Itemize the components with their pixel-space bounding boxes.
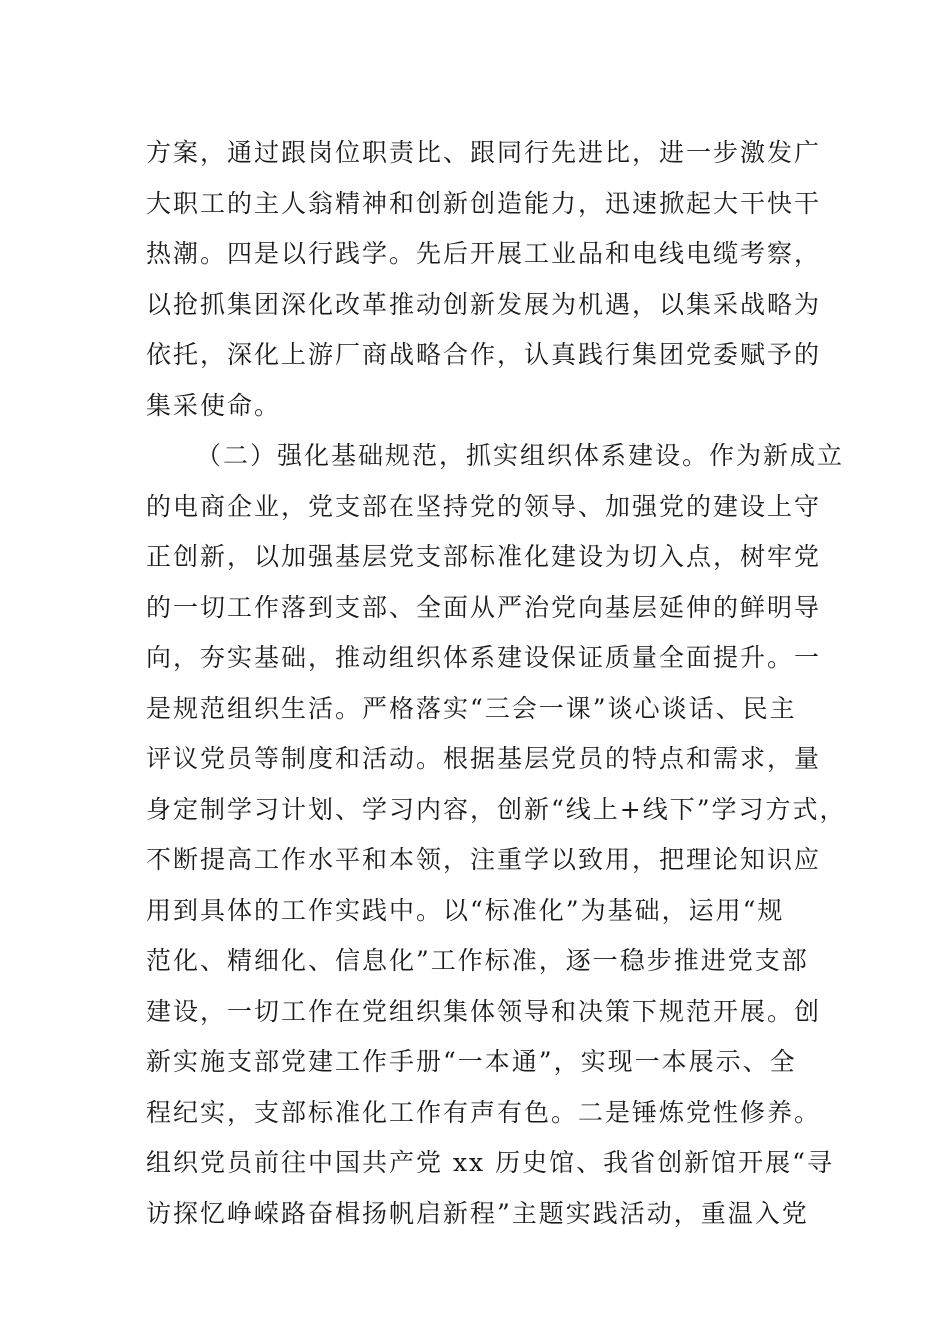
text-line-20: 程纪实，支部标准化工作有声有色。二是锤炼党性修养。 [146,1097,822,1127]
body-text [146,128,847,1239]
text-line-8: 的电商企业，党支部在坚持党的领导、加强党的建设上守 [146,491,822,521]
text-line-17: 范化、精细化、信息化”工作标准，逐一稳步推进党支部 [146,946,809,975]
text-line-11: 向，夯实基础，推动组织体系建设保证质量全面提升。一 [146,643,822,672]
text-line-5: 依托，深化上游厂商战略合作，认真践行集团党委赋予的 [146,340,822,369]
text-line-22: 访探忆峥嵘路奋楫扬帆启新程”主题实践活动，重温入党 [146,1198,809,1228]
text-line-10: 的一切工作落到支部、全面从严治党向基层延伸的鲜明导 [146,592,822,622]
section-heading-line: （二）强化基础规范，抓实组织体系建设。作为新成立 [196,441,845,470]
text-line-9: 正创新，以加强基层党支部标准化建设为切入点，树牢党 [146,542,822,571]
text-line-16: 用到具体的工作实践中。以“标准化”为基础，运用“规 [146,895,785,925]
text-line-3: 热潮。四是以行践学。先后开展工业品和电线电缆考察， [146,239,822,268]
text-line-4: 以抢抓集团深化改革推动创新发展为机遇，以集采战略为 [146,289,822,319]
text-line-15: 不断提高工作水平和本领，注重学以致用，把理论知识应 [146,845,822,874]
text-line-21: 组织党员前往中国共产党 xx 历史馆、我省创新馆开展“寻 [146,1148,834,1177]
text-line-12: 是规范组织生活。严格落实“三会一课”谈心谈话、民主 [146,693,797,723]
text-line-2: 大职工的主人翁精神和创新创造能力，迅速掀起大干快干 [146,188,822,218]
text-line-14: 身定制学习计划、学习内容，创新“线上+线下”学习方式， [146,794,847,824]
text-line-19: 新实施支部党建工作手册“一本通”，实现一本展示、全 [146,1047,797,1076]
text-line-6: 集采使命。 [146,390,282,420]
text-line-1: 方案，通过跟岗位职责比、跟同行先进比，进一步激发广 [146,138,822,167]
text-line-13: 评议党员等制度和活动。根据基层党员的特点和需求，量 [146,744,822,773]
text-line-18: 建设，一切工作在党组织集体领导和决策下规范开展。创 [146,996,822,1026]
